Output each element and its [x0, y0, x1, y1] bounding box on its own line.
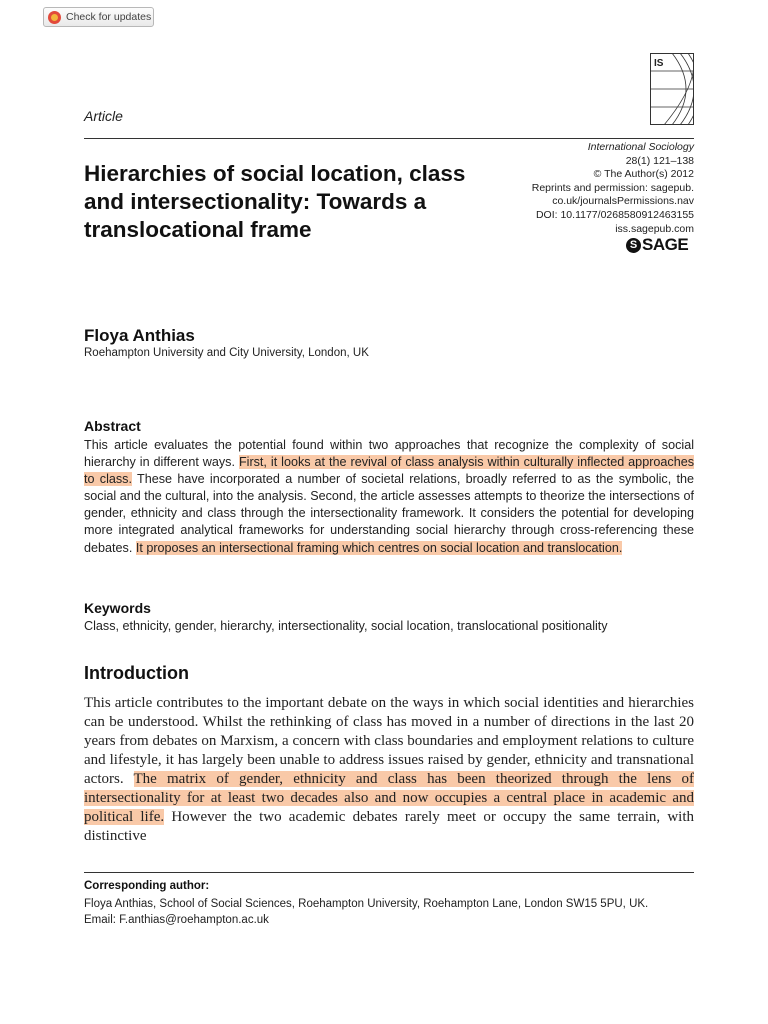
author-affiliation: Roehampton University and City University, London, UK	[84, 347, 369, 359]
introduction-highlight: The matrix of gender, ethnicity and class has been theorized through the lens of intersectionality for at least two decades also and now occupies a central place in academic and political life.	[84, 771, 695, 825]
introduction-part-2: However the two academic debates rarely meet or occupy the same terrain, with distinctive	[84, 809, 694, 844]
abstract-text	[84, 437, 694, 557]
journal-logo-text: IS	[654, 58, 664, 69]
corresponding-author-address: Floya Anthias, School of Social Sciences, Roehampton University, Roehampton Lane, London SW15 5PU, UK.	[84, 898, 649, 910]
sage-logo	[626, 235, 688, 255]
article-type-label: Article	[84, 108, 123, 124]
globe-grid-icon	[650, 53, 694, 125]
journal-name: International Sociology	[587, 141, 694, 153]
corresponding-author-email: Email: F.anthias@roehampton.ac.uk	[84, 914, 269, 926]
abstract-part-1: This article evaluates the potential found within two approaches that recognize the complexity of social hierarchy in different ways.	[84, 438, 694, 470]
introduction-heading: Introduction	[84, 663, 189, 683]
abstract-highlight-1: First, it looks at the revival of class analysis within culturally inflected approaches to class.	[84, 455, 694, 487]
journal-site: iss.sagepub.com	[615, 222, 694, 235]
introduction-text	[84, 694, 694, 846]
journal-volume: 28(1) 121–138	[625, 154, 694, 167]
author-name: Floya Anthias	[84, 326, 195, 345]
abstract-part-2: These have incorporated a number of societal relations, broadly referred to as the symbolic, the social and the cultural, into the analysis. Second, the article assesses attempts to theorize the intersections of gender, ethnicity and class through the intersectionality framework. It considers the potential for developing more integrated analytical frameworks for understanding social hierarchy through cross-referencing these debates.	[84, 472, 694, 555]
sage-s-icon: S	[626, 238, 641, 253]
footnote-divider	[84, 872, 694, 873]
sage-logo-text: SAGE	[642, 235, 689, 254]
keywords-heading: Keywords	[84, 600, 151, 616]
crossmark-icon	[48, 11, 61, 24]
header-divider	[84, 138, 694, 139]
journal-copyright: © The Author(s) 2012	[593, 168, 694, 181]
journal-info	[532, 141, 694, 236]
journal-doi: DOI: 10.1177/0268580912463155	[535, 208, 694, 221]
abstract-heading: Abstract	[84, 418, 141, 434]
abstract-highlight-2: It proposes an intersectional framing which centres on social location and translocation.	[135, 540, 623, 555]
check-for-updates-button[interactable]	[43, 7, 154, 27]
corresponding-author-heading: Corresponding author:	[84, 880, 210, 892]
corresponding-author-info	[84, 896, 648, 928]
introduction-part-1: This article contributes to the important debate on the ways in which social identities and hierarchies can be understood. Whilst the rethinking of class has moved in a number of directions in the last 20 years from debates on Marxism, a concern with class boundaries and employment relations to culture and lifestyle, it has largely been unable to address issues raised by gender, ethnicity and transnational actors.	[84, 695, 694, 787]
article-title: Hierarchies of social location, class and intersectionality: Towards a translocational frame	[84, 161, 466, 242]
check-for-updates-label: Check for updates	[66, 11, 152, 23]
keywords-text: Class, ethnicity, gender, hierarchy, intersectionality, social location, translocational positionality	[84, 619, 608, 633]
journal-reprints-line-1: Reprints and permission: sagepub.	[531, 181, 694, 194]
journal-reprints-line-2: co.uk/journalsPermissions.nav	[552, 195, 694, 208]
